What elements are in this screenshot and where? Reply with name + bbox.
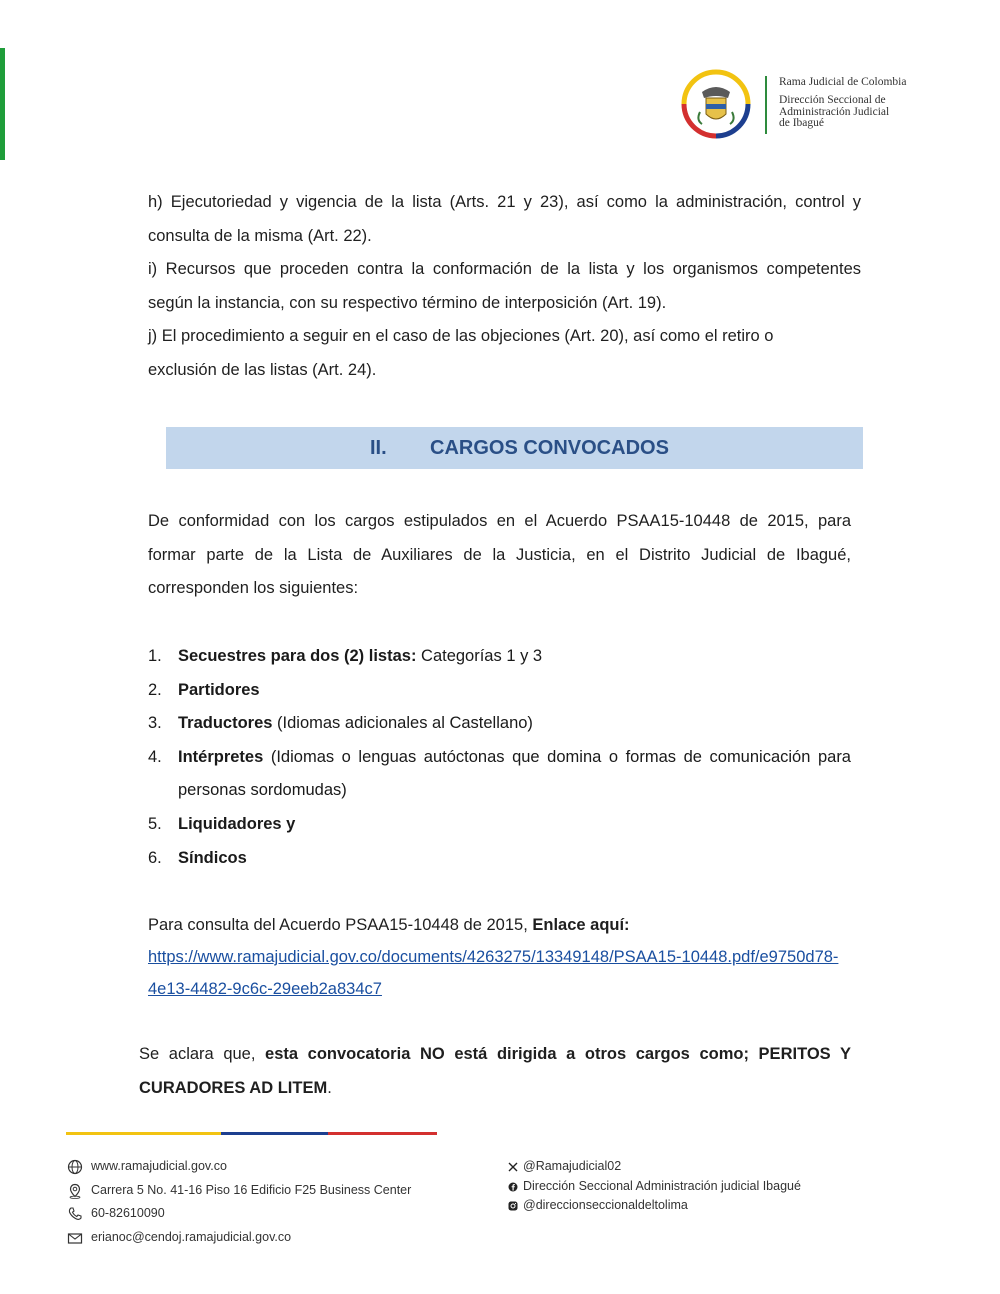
email-link[interactable]: erianoc@cendoj.ramajudicial.gov.co [91, 1229, 292, 1244]
section-title: CARGOS CONVOCADOS [430, 437, 669, 459]
list-item: 3. Traductores (Idiomas adicionales al Castellano) [148, 714, 533, 733]
left-accent-bar [0, 48, 5, 160]
org-name-line1: Rama Judicial de Colombia [779, 76, 907, 88]
section-intro-line2: formar parte de la Lista de Auxiliares de la Justicia, en el Distrito Judicial de Ibagué, [148, 545, 851, 564]
address-text: Carrera 5 No. 41-16 Piso 16 Edificio F25 Business Center [91, 1182, 412, 1197]
phone-text: 60-82610090 [91, 1206, 165, 1220]
section-heading [166, 427, 863, 469]
item-h-line1: h) Ejecutoriedad y vigencia de la lista (Arts. 21 y 23), así como la administración, control y [148, 193, 861, 211]
positions-list [148, 640, 851, 875]
item-j-line2: exclusión de las listas (Art. 24). [148, 360, 377, 379]
list-item: 6. Síndicos [148, 848, 247, 867]
list-item: 2. Partidores [148, 680, 260, 699]
instagram-icon [508, 1201, 518, 1211]
flag-divider [66, 1132, 437, 1135]
item-i-line1: i) Recursos que proceden contra la conformación de la lista y los organismos competentes [148, 260, 861, 279]
agreement-link[interactable]: https://www.ramajudicial.gov.co/documents/4263275/13349148/PSAA15-10448.pdf/e9750d78- [148, 948, 839, 966]
section-intro-line3: corresponden los siguientes: [148, 579, 359, 598]
org-name-line4: de Ibagué [779, 117, 825, 129]
facebook-link[interactable]: Dirección Seccional Administración judicial Ibagué [523, 1178, 801, 1193]
agreement-link-cont[interactable]: 4e13-4482-9c6c-29eeb2a834c7 [148, 980, 382, 998]
org-name-line2: Dirección Seccional de [779, 94, 886, 106]
consult-link-label: Enlace aquí: [532, 916, 630, 934]
item-i-line2: según la instancia, con su respectivo término de interposición (Art. 19). [148, 293, 667, 312]
section-intro [148, 505, 851, 606]
footer-contact [67, 1155, 411, 1249]
list-item: 4. Intérpretes (Idiomas o lenguas autóctonas que domina o formas de comunicación para personas sordomudas) [148, 747, 851, 800]
phone-icon [67, 1206, 83, 1222]
list-item: 1. Secuestres para dos (2) listas: Categorías 1 y 3 [148, 647, 543, 665]
instagram-link[interactable]: @direccionseccionaldeltolima [523, 1198, 688, 1212]
list-item: 5. Liquidadores y [148, 814, 296, 833]
x-social-icon [508, 1162, 518, 1172]
email-icon [67, 1230, 83, 1246]
coat-of-arms-emblem [680, 68, 752, 140]
globe-icon [67, 1159, 83, 1175]
logo-divider [765, 76, 767, 134]
clarification-paragraph: Se aclara que, esta convocatoria NO está dirigida a otros cargos como; PERITOS Y CURADORES AD LITEM. [139, 1045, 851, 1097]
item-j-line1: j) El procedimiento a seguir en el caso de las objeciones (Art. 20), así como el retiro o [148, 327, 774, 346]
org-name-line3: Administración Judicial [779, 105, 890, 118]
footer-social [508, 1157, 801, 1216]
intro-items [148, 186, 861, 388]
item-h-line2: consulta de la misma (Art. 22). [148, 226, 372, 245]
clarification-bold: esta convocatoria NO está dirigida a otros cargos como; PERITOS Y [265, 1045, 851, 1063]
section-number: II. [370, 437, 387, 459]
consult-text: Para consulta del Acuerdo PSAA15-10448 de 2015, [148, 916, 533, 934]
x-handle-link[interactable]: @Ramajudicial02 [523, 1159, 622, 1173]
header-logo [680, 68, 970, 140]
consult-paragraph [148, 909, 861, 1005]
org-name [779, 75, 906, 130]
website-link[interactable]: www.ramajudicial.gov.co [91, 1159, 227, 1173]
facebook-icon [508, 1182, 518, 1192]
section-intro-line1: De conformidad con los cargos estipulados en el Acuerdo PSAA15-10448 de 2015, para [148, 512, 851, 530]
location-pin-icon [67, 1183, 83, 1199]
